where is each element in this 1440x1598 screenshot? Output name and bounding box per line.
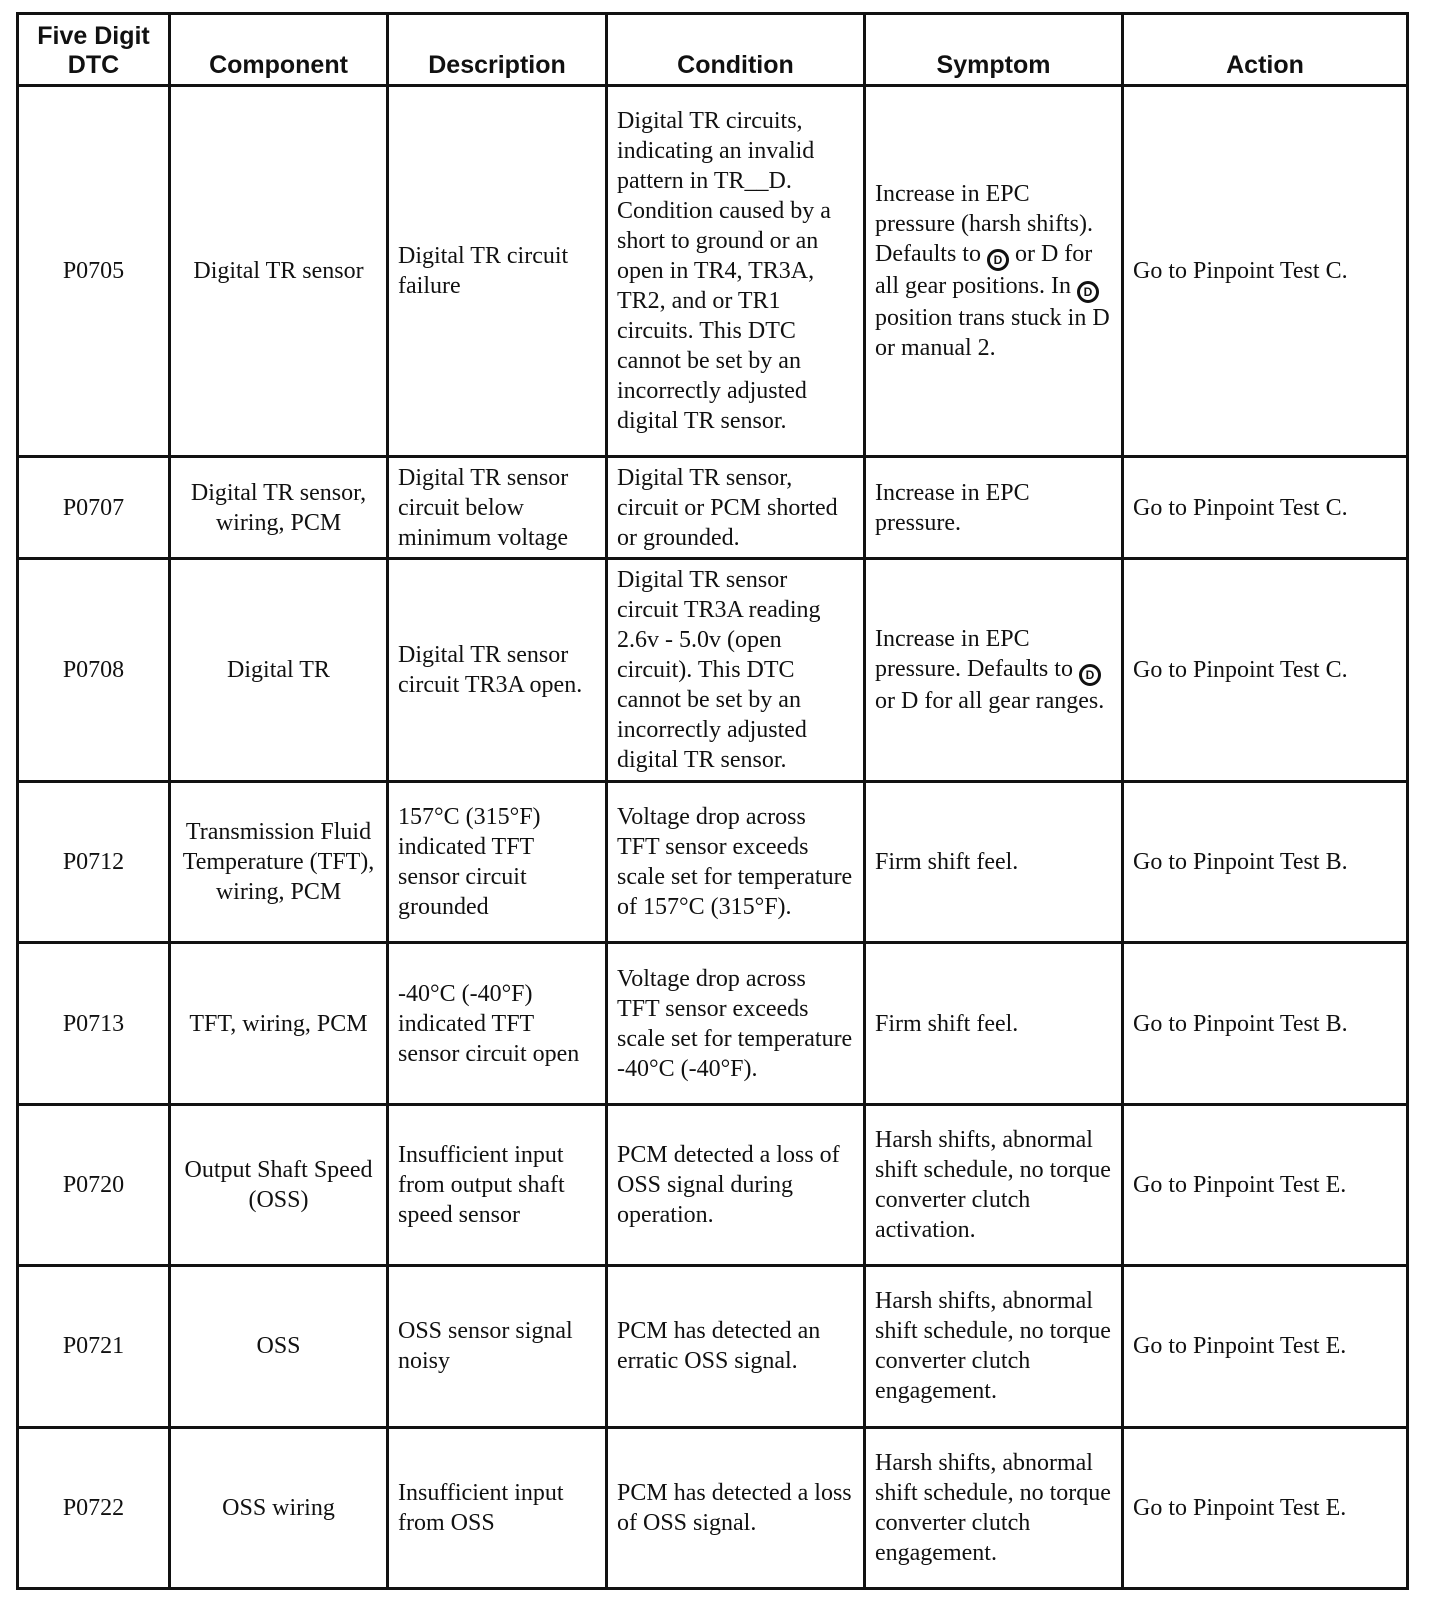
dtc-code: P0707 (18, 457, 170, 559)
action: Go to Pinpoint Test E. (1123, 1104, 1408, 1265)
table-row (18, 457, 1408, 559)
description: Insufficient input from output shaft speed sensor (388, 1104, 607, 1265)
component: Output Shaft Speed (OSS) (170, 1104, 388, 1265)
overdrive-gear-icon: D (987, 249, 1009, 271)
description: -40°C (-40°F) indicated TFT sensor circuit open (388, 943, 607, 1104)
description: Digital TR circuit failure (388, 86, 607, 457)
action: Go to Pinpoint Test C. (1123, 559, 1408, 782)
symptom-text-2: or D for all gear ranges. (875, 688, 1105, 715)
condition: PCM has detected a loss of OSS signal. (607, 1427, 865, 1588)
dtc-code: P0705 (18, 86, 170, 457)
description: 157°C (315°F) indicated TFT sensor circuit grounded (388, 782, 607, 943)
component: Digital TR sensor, wiring, PCM (170, 457, 388, 559)
action: Go to Pinpoint Test C. (1123, 457, 1408, 559)
symptom: Firm shift feel. (865, 943, 1123, 1104)
action: Go to Pinpoint Test B. (1123, 943, 1408, 1104)
condition: PCM detected a loss of OSS signal during operation. (607, 1104, 865, 1265)
component: Digital TR sensor (170, 86, 388, 457)
component: Transmission Fluid Temperature (TFT), wiring, PCM (170, 782, 388, 943)
description: Digital TR sensor circuit TR3A open. (388, 559, 607, 782)
symptom (865, 86, 1123, 457)
overdrive-gear-icon: D (1077, 281, 1099, 303)
symptom-text-3: position trans stuck in D or manual 2. (875, 305, 1110, 362)
dtc-code: P0708 (18, 559, 170, 782)
table-header-row (18, 14, 1408, 86)
description: Digital TR sensor circuit below minimum voltage (388, 457, 607, 559)
dtc-code: P0720 (18, 1104, 170, 1265)
description: OSS sensor signal noisy (388, 1266, 607, 1427)
header-five-digit-dtc: Five Digit DTC (18, 14, 170, 86)
symptom: Harsh shifts, abnormal shift schedule, no torque converter clutch engagement. (865, 1427, 1123, 1588)
symptom: Harsh shifts, abnormal shift schedule, no torque converter clutch activation. (865, 1104, 1123, 1265)
condition: Digital TR sensor, circuit or PCM shorted or grounded. (607, 457, 865, 559)
condition: Digital TR circuits, indicating an invalid pattern in TR__D. Condition caused by a short to ground or an open in TR4, TR3A, TR2, and or TR1 circuits. This DTC cannot be set by an incorrectly adjusted digital TR sensor. (607, 86, 865, 457)
condition: Voltage drop across TFT sensor exceeds scale set for temperature -40°C (-40°F). (607, 943, 865, 1104)
dtc-code: P0721 (18, 1266, 170, 1427)
dtc-code: P0713 (18, 943, 170, 1104)
symptom: Firm shift feel. (865, 782, 1123, 943)
action: Go to Pinpoint Test E. (1123, 1266, 1408, 1427)
component: Digital TR (170, 559, 388, 782)
condition: Voltage drop across TFT sensor exceeds scale set for temperature of 157°C (315°F). (607, 782, 865, 943)
table-row (18, 782, 1408, 943)
symptom-text-2: or D for all gear positions. In (875, 241, 1093, 300)
symptom-text-1: Increase in EPC pressure (harsh shifts). Defaults to (875, 181, 1093, 268)
action: Go to Pinpoint Test E. (1123, 1427, 1408, 1588)
table-row (18, 1104, 1408, 1265)
action: Go to Pinpoint Test C. (1123, 86, 1408, 457)
dtc-code: P0712 (18, 782, 170, 943)
symptom-text-1: Increase in EPC pressure. Defaults to (875, 626, 1079, 683)
header-component: Component (170, 14, 388, 86)
table-row (18, 1427, 1408, 1588)
description: Insufficient input from OSS (388, 1427, 607, 1588)
table-row (18, 1266, 1408, 1427)
symptom (865, 559, 1123, 782)
table-row (18, 559, 1408, 782)
symptom: Increase in EPC pressure. (865, 457, 1123, 559)
dtc-table (16, 12, 1409, 1590)
header-description: Description (388, 14, 607, 86)
header-action: Action (1123, 14, 1408, 86)
component: OSS (170, 1266, 388, 1427)
action: Go to Pinpoint Test B. (1123, 782, 1408, 943)
overdrive-gear-icon: D (1079, 664, 1101, 686)
symptom: Harsh shifts, abnormal shift schedule, no torque converter clutch engagement. (865, 1266, 1123, 1427)
dtc-code: P0722 (18, 1427, 170, 1588)
table-row (18, 943, 1408, 1104)
component: OSS wiring (170, 1427, 388, 1588)
condition: Digital TR sensor circuit TR3A reading 2.6v - 5.0v (open circuit). This DTC cannot be set by an incorrectly adjusted digital TR sensor. (607, 559, 865, 782)
header-condition: Condition (607, 14, 865, 86)
condition: PCM has detected an erratic OSS signal. (607, 1266, 865, 1427)
header-symptom: Symptom (865, 14, 1123, 86)
component: TFT, wiring, PCM (170, 943, 388, 1104)
table-row (18, 86, 1408, 457)
